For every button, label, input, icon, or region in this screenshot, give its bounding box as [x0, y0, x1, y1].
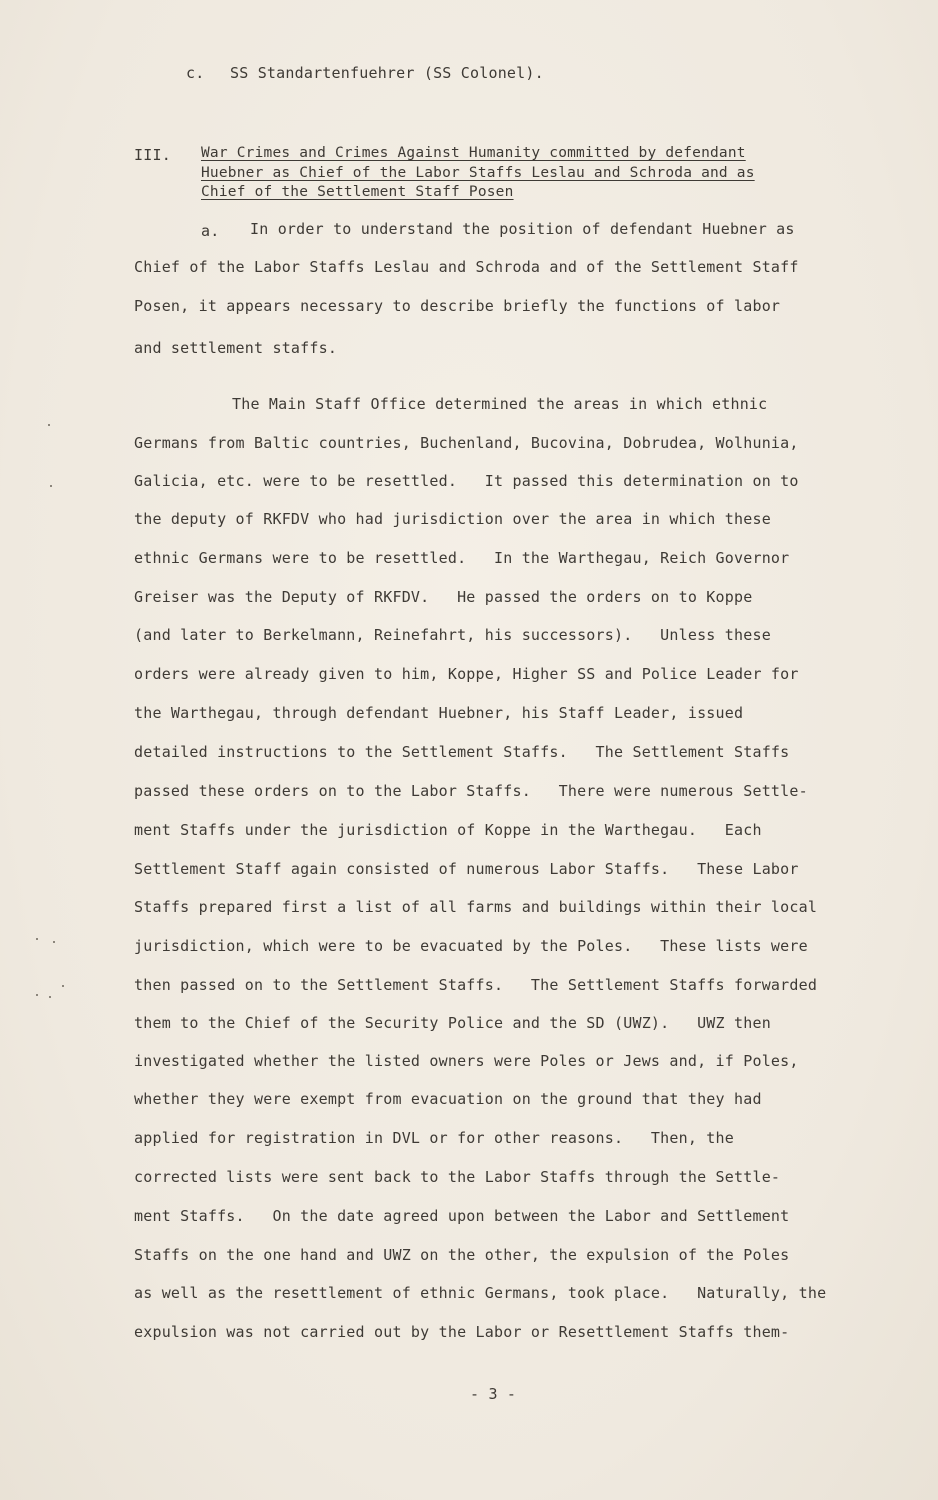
paragraph-line: Chief of the Labor Staffs Leslau and Schroda and of the Settlement Staff [134, 258, 799, 276]
paragraph-line: then passed on to the Settlement Staffs. The Settlement Staffs forwarded [134, 976, 818, 994]
paragraph-line: Posen, it appears necessary to describe briefly the functions of labor [134, 297, 781, 315]
paragraph-a-letter: a. [201, 222, 220, 240]
section-numeral: III. [134, 146, 171, 164]
paragraph-line: Settlement Staff again consisted of numerous Labor Staffs. These Labor [134, 860, 799, 878]
section-heading-line: Chief of the Settlement Staff Posen [201, 184, 514, 200]
paragraph-line: ment Staffs under the jurisdiction of Koppe in the Warthegau. Each [134, 821, 762, 839]
scan-speck [36, 938, 38, 940]
paragraph-line: passed these orders on to the Labor Staffs. There were numerous Settle- [134, 782, 808, 800]
paragraph-line: corrected lists were sent back to the Labor Staffs through the Settle- [134, 1168, 781, 1186]
scan-speck [49, 996, 51, 998]
paragraph-line: whether they were exempt from evacuation on the ground that they had [134, 1090, 762, 1108]
paragraph-line: Galicia, etc. were to be resettled. It passed this determination on to [134, 472, 799, 490]
scan-speck [36, 994, 38, 996]
paragraph-line: The Main Staff Office determined the areas in which ethnic [232, 395, 768, 413]
scan-speck [48, 424, 50, 426]
page-number: - 3 - [470, 1385, 517, 1403]
paragraph-line: applied for registration in DVL or for other reasons. Then, the [134, 1129, 734, 1147]
paragraph-line: Greiser was the Deputy of RKFDV. He passed the orders on to Koppe [134, 588, 753, 606]
paragraph-line: the deputy of RKFDV who had jurisdiction over the area in which these [134, 510, 771, 528]
section-heading-line: Huebner as Chief of the Labor Staffs Leslau and Schroda and as [201, 165, 755, 181]
item-c-text: SS Standartenfuehrer (SS Colonel). [230, 64, 544, 82]
paragraph-line: ethnic Germans were to be resettled. In the Warthegau, Reich Governor [134, 549, 790, 567]
scan-speck [53, 941, 55, 943]
paragraph-line: as well as the resettlement of ethnic Germans, took place. Naturally, the [134, 1284, 827, 1302]
paragraph-line: (and later to Berkelmann, Reinefahrt, his successors). Unless these [134, 626, 771, 644]
scan-speck [50, 485, 52, 487]
paragraph-line: In order to understand the position of defendant Huebner as [250, 220, 795, 238]
paragraph-line: and settlement staffs. [134, 339, 338, 357]
paragraph-line: jurisdiction, which were to be evacuated by the Poles. These lists were [134, 937, 808, 955]
section-heading-line: War Crimes and Crimes Against Humanity committed by defendant [201, 145, 746, 161]
paragraph-line: the Warthegau, through defendant Huebner, his Staff Leader, issued [134, 704, 744, 722]
scan-speck [62, 985, 64, 987]
paragraph-line: Staffs on the one hand and UWZ on the other, the expulsion of the Poles [134, 1246, 790, 1264]
paragraph-line: them to the Chief of the Security Police and the SD (UWZ). UWZ then [134, 1014, 771, 1032]
paragraph-line: orders were already given to him, Koppe, Higher SS and Police Leader for [134, 665, 799, 683]
paragraph-line: ment Staffs. On the date agreed upon between the Labor and Settlement [134, 1207, 790, 1225]
paragraph-line: Germans from Baltic countries, Buchenland, Bucovina, Dobrudea, Wolhunia, [134, 434, 799, 452]
paragraph-line: detailed instructions to the Settlement Staffs. The Settlement Staffs [134, 743, 790, 761]
item-c-letter: c. [186, 64, 205, 82]
paragraph-line: Staffs prepared first a list of all farms and buildings within their local [134, 898, 818, 916]
paragraph-line: expulsion was not carried out by the Labor or Resettlement Staffs them- [134, 1323, 790, 1341]
paragraph-line: investigated whether the listed owners were Poles or Jews and, if Poles, [134, 1052, 799, 1070]
